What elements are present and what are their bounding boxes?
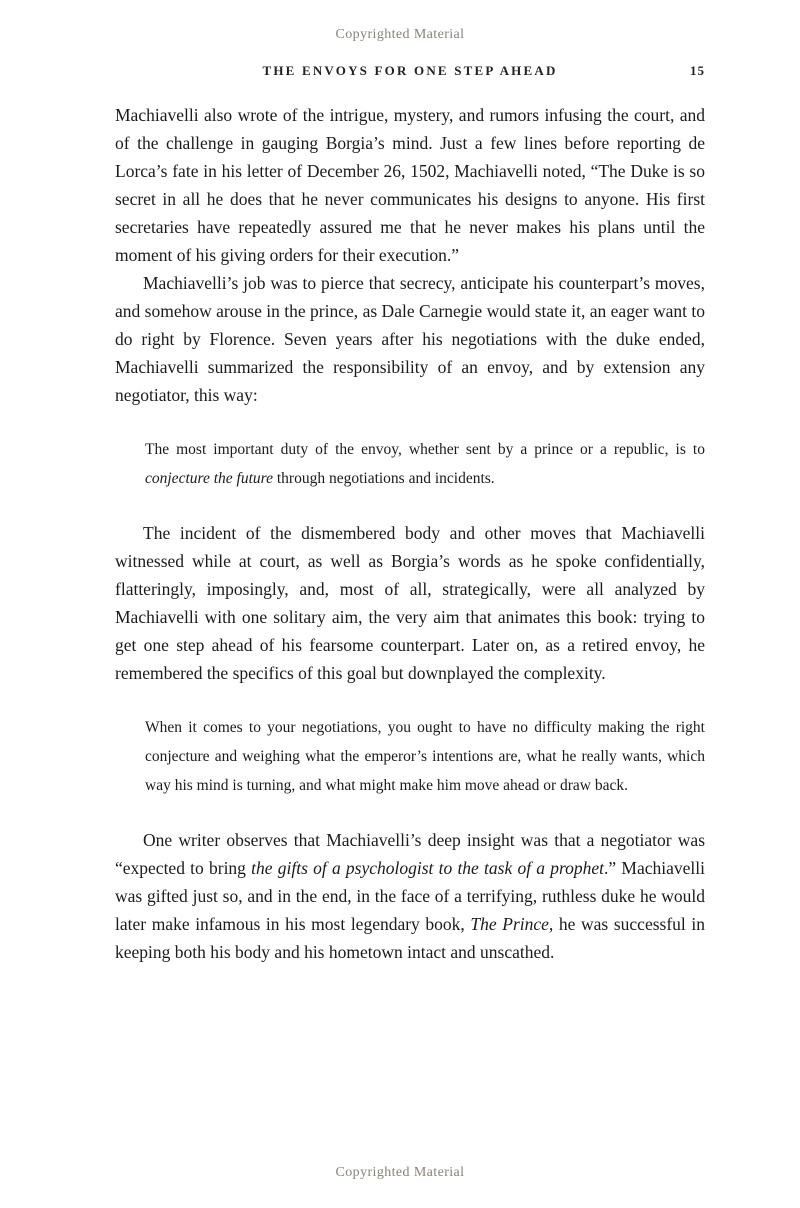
body-paragraph-1: Machiavelli also wrote of the intrigue, mystery, and rumors infusing the court, and of the challenge in gauging Borgia’s mind. Just a few lines before reporting de Lorca’s fate in his letter of December 26, 1502, Machiavelli noted, “The Duke is so secret in all he does that he never communicates his designs to anyone. His first secretaries have repeatedly assured me that he never makes his plans until the moment of his giving orders for their execution.” — [115, 105, 705, 265]
running-header — [115, 63, 705, 81]
body-paragraph-3: The incident of the dismembered body and other moves that Machiavelli witnessed while at court, as well as Borgia’s words as he spoke confidentially, flatteringly, imposingly, and, most of all, strategically, were all analyzed by Machiavelli with one solitary aim, the very aim that animates this book: trying to get one step ahead of his fearsome counterpart. Later on, as a retired envoy, he remembered the specifics of this goal but downplayed the complexity. — [115, 523, 705, 683]
paragraph-4-italic-phrase-1: the gifts of a psychologist to the task of a prophet — [251, 858, 605, 878]
paragraph-4-book-title: The Prince — [470, 914, 549, 934]
running-header-title: THE ENVOYS FOR ONE STEP AHEAD — [262, 63, 558, 78]
paragraph-4-run-2: .” Machiavelli was gifted just so, and in the end, in the face of a terrifying, ruthless duke he would later make infamous in his most legendary book, — [115, 858, 705, 934]
quote-1-text-pre: The most important duty of the envoy, whether sent by a prince or a republic, is to — [145, 441, 705, 458]
block-quote-1 — [115, 435, 705, 493]
block-quote-2 — [115, 713, 705, 800]
paragraph-4-run-3: , he was successful in keeping both his body and his hometown intact and unscathed. — [115, 914, 705, 962]
body-paragraph-4 — [115, 826, 705, 966]
body-paragraph-2: Machiavelli’s job was to pierce that secrecy, anticipate his counterpart’s moves, and somehow arouse in the prince, as Dale Carnegie would state it, an eager want to do right by Florence. Seven years after his negotiations with the duke ended, Machiavelli summarized the responsibility of an envoy, and by extension any negotiator, this way: — [115, 273, 705, 405]
copyright-notice-bottom: Copyrighted Material — [335, 1165, 465, 1180]
quote-1-italic-phrase: conjecture the future — [145, 470, 273, 487]
quote-2-text: When it comes to your negotiations, you ought to have no difficulty making the right conjecture and weighing what the emperor’s intentions are, what he really wants, which way his mind is turning, and what might make him move ahead or draw back. — [145, 719, 705, 794]
paragraph-4-run-1: One writer observes that Machiavelli’s deep insight was that a negotiator was “expected to bring — [115, 830, 705, 878]
copyright-notice-top: Copyrighted Material — [335, 27, 465, 42]
page-body — [115, 101, 705, 966]
page-number: 15 — [690, 63, 705, 78]
quote-1-text-post: through negotiations and incidents. — [272, 470, 495, 487]
